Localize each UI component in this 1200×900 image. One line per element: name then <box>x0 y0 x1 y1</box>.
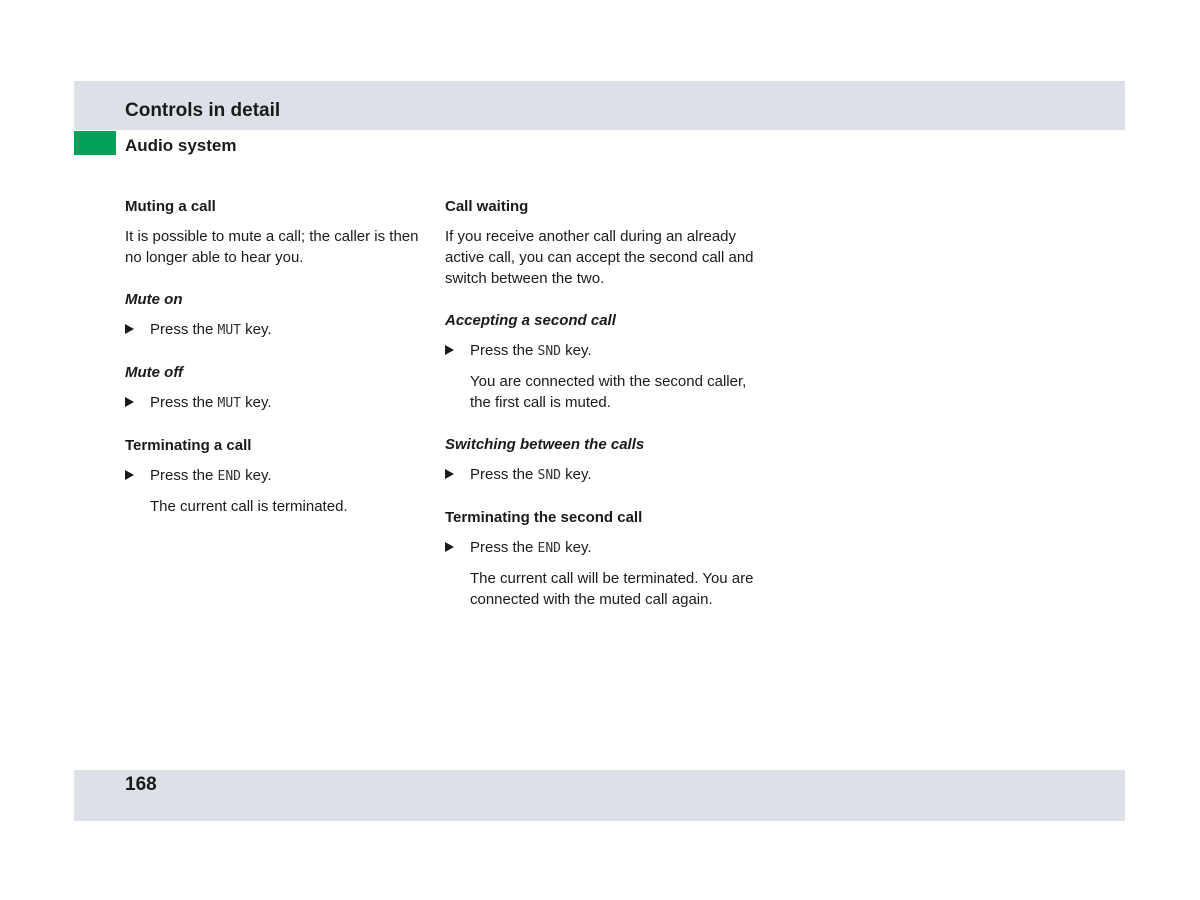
step-text: Press the <box>470 342 538 359</box>
step-text: key. <box>241 321 272 338</box>
section-color-tab <box>74 131 116 155</box>
section-title: Controls in detail <box>125 100 281 121</box>
switch-step <box>445 464 755 486</box>
left-column <box>125 196 425 538</box>
terminate-second-step <box>445 537 755 559</box>
step-text: key. <box>241 467 272 484</box>
bullet-arrow-icon <box>125 324 134 334</box>
bullet-arrow-icon <box>445 469 454 479</box>
bullet-arrow-icon <box>445 345 454 355</box>
switch-heading: Switching between the calls <box>445 436 645 453</box>
page-number: 168 <box>125 774 157 795</box>
terminating-result: The current call is terminated. <box>150 498 348 515</box>
accept-heading: Accepting a second call <box>445 312 616 329</box>
bullet-arrow-icon <box>445 542 454 552</box>
mute-on-heading: Mute on <box>125 291 183 308</box>
mute-off-heading: Mute off <box>125 364 184 381</box>
mute-on-step <box>125 319 425 341</box>
accept-step <box>445 340 755 362</box>
footer-band <box>74 770 1125 821</box>
step-text: Press the <box>150 467 218 484</box>
muting-heading: Muting a call <box>125 198 216 215</box>
muting-text: It is possible to mute a call; the caller is then no longer able to hear you. <box>125 228 419 266</box>
bullet-arrow-icon <box>125 397 134 407</box>
waiting-text: If you receive another call during an already active call, you can accept the second call and switch between the two. <box>445 228 754 287</box>
step-text: key. <box>561 539 592 556</box>
key-label: SND <box>537 468 562 483</box>
step-text: key. <box>241 394 272 411</box>
terminate-second-heading: Terminating the second call <box>445 509 643 526</box>
bullet-arrow-icon <box>125 470 134 480</box>
terminating-step <box>125 465 425 487</box>
subsection-title: Audio system <box>125 136 237 155</box>
step-text: Press the <box>150 394 218 411</box>
mute-off-step <box>125 392 425 414</box>
right-column <box>445 196 755 631</box>
step-text: key. <box>561 342 592 359</box>
step-text: key. <box>561 466 592 483</box>
key-label: SND <box>537 344 562 359</box>
accept-result: You are connected with the second caller, the first call is muted. <box>470 373 747 411</box>
key-label: MUT <box>217 396 242 411</box>
key-label: END <box>537 541 562 556</box>
terminating-heading: Terminating a call <box>125 437 252 454</box>
waiting-heading: Call waiting <box>445 198 529 215</box>
terminate-second-result: The current call will be terminated. You are connected with the muted call again. <box>470 570 754 608</box>
key-label: MUT <box>217 323 242 338</box>
step-text: Press the <box>470 539 538 556</box>
step-text: Press the <box>470 466 538 483</box>
step-text: Press the <box>150 321 218 338</box>
key-label: END <box>217 469 242 484</box>
